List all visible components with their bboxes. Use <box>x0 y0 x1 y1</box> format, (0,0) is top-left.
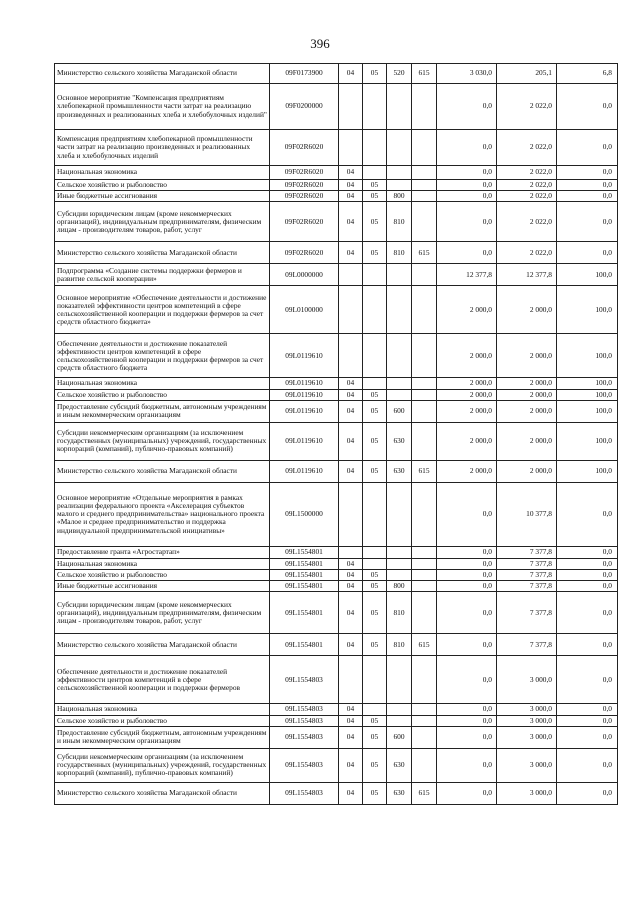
cell-amount-actual: 7 377,8 <box>497 634 557 656</box>
cell-section: 04 <box>339 378 363 389</box>
cell-name: Предоставление гранта «Агростартап» <box>55 546 270 558</box>
cell-percent: 0,0 <box>557 84 618 130</box>
cell-administrator <box>412 191 437 202</box>
cell-section <box>339 264 363 286</box>
cell-amount-actual: 12 377,8 <box>497 264 557 286</box>
cell-amount-actual: 7 377,8 <box>497 558 557 569</box>
cell-section: 04 <box>339 581 363 592</box>
table-row <box>55 264 618 286</box>
cell-section <box>339 656 363 704</box>
cell-percent: 100,0 <box>557 334 618 378</box>
cell-amount-actual: 205,1 <box>497 64 557 84</box>
cell-expense-type: 630 <box>387 460 412 482</box>
table-row <box>55 130 618 166</box>
cell-subsection <box>363 130 387 166</box>
table-row <box>55 191 618 202</box>
cell-name: Национальная экономика <box>55 166 270 180</box>
table-row <box>55 748 618 782</box>
cell-section: 04 <box>339 782 363 804</box>
cell-administrator <box>412 264 437 286</box>
table-row <box>55 570 618 581</box>
cell-subsection: 05 <box>363 748 387 782</box>
cell-code: 09L0000000 <box>270 264 339 286</box>
cell-code: 09L0119610 <box>270 422 339 460</box>
cell-subsection: 05 <box>363 634 387 656</box>
cell-code: 09L1554803 <box>270 715 339 726</box>
cell-code: 09L1554801 <box>270 570 339 581</box>
cell-code: 09F02R6020 <box>270 166 339 180</box>
cell-section <box>339 130 363 166</box>
cell-percent: 0,0 <box>557 715 618 726</box>
cell-name: Компенсация предприятиям хлебопекарной промышленности части затрат на реализацию произведенных и реализованных хлеба и хлебобулочных изделий <box>55 130 270 166</box>
cell-amount-plan: 0,0 <box>437 166 497 180</box>
cell-amount-plan: 0,0 <box>437 191 497 202</box>
cell-amount-actual: 3 000,0 <box>497 782 557 804</box>
cell-percent: 0,0 <box>557 546 618 558</box>
cell-section <box>339 482 363 546</box>
cell-subsection <box>363 84 387 130</box>
cell-expense-type <box>387 166 412 180</box>
cell-code: 09F0200000 <box>270 84 339 130</box>
cell-amount-plan: 0,0 <box>437 581 497 592</box>
table-row <box>55 286 618 334</box>
cell-name: Обеспечение деятельности и достижение показателей эффективности центров компетенций в сфере сельскохозяйственной кооперации и поддержки фермеров за счет средств областного бюджета <box>55 334 270 378</box>
cell-amount-actual: 2 022,0 <box>497 180 557 191</box>
cell-subsection: 05 <box>363 191 387 202</box>
cell-name: Министерство сельского хозяйства Магаданской области <box>55 64 270 84</box>
table-row <box>55 180 618 191</box>
cell-administrator <box>412 558 437 569</box>
cell-section: 04 <box>339 242 363 264</box>
cell-percent: 0,0 <box>557 726 618 748</box>
cell-name: Национальная экономика <box>55 704 270 715</box>
cell-percent: 0,0 <box>557 704 618 715</box>
cell-amount-actual: 2 022,0 <box>497 191 557 202</box>
cell-amount-actual: 2 000,0 <box>497 389 557 400</box>
cell-amount-plan: 2 000,0 <box>437 286 497 334</box>
cell-name: Основное мероприятие «Отдельные мероприятия в рамках реализации федерального проекта «Акселерация субъектов малого и среднего предпринимательства» национального проекта «Малое и среднее предпринимательство и поддержка индивидуальной предпринимательской инициативы» <box>55 482 270 546</box>
cell-section: 04 <box>339 191 363 202</box>
cell-percent: 6,8 <box>557 64 618 84</box>
budget-table <box>54 63 618 805</box>
cell-subsection: 05 <box>363 422 387 460</box>
cell-percent: 0,0 <box>557 242 618 264</box>
cell-amount-actual: 7 377,8 <box>497 570 557 581</box>
cell-administrator <box>412 748 437 782</box>
cell-expense-type <box>387 715 412 726</box>
cell-amount-plan: 2 000,0 <box>437 422 497 460</box>
table-body <box>55 64 618 805</box>
cell-amount-actual: 3 000,0 <box>497 715 557 726</box>
table-row <box>55 202 618 242</box>
cell-code: 09L1554801 <box>270 581 339 592</box>
cell-subsection: 05 <box>363 782 387 804</box>
cell-code: 09L1554801 <box>270 634 339 656</box>
cell-expense-type <box>387 378 412 389</box>
cell-administrator <box>412 400 437 422</box>
cell-section: 04 <box>339 460 363 482</box>
cell-amount-actual: 2 022,0 <box>497 202 557 242</box>
cell-name: Национальная экономика <box>55 558 270 569</box>
cell-expense-type <box>387 334 412 378</box>
cell-administrator <box>412 581 437 592</box>
cell-percent: 0,0 <box>557 592 618 634</box>
cell-percent: 0,0 <box>557 130 618 166</box>
cell-amount-actual: 2 000,0 <box>497 378 557 389</box>
cell-name: Министерство сельского хозяйства Магаданской области <box>55 634 270 656</box>
cell-percent: 0,0 <box>557 782 618 804</box>
cell-expense-type <box>387 286 412 334</box>
table-row <box>55 782 618 804</box>
page-number: 396 <box>310 36 330 51</box>
cell-subsection <box>363 558 387 569</box>
cell-expense-type: 600 <box>387 400 412 422</box>
cell-code: 09L1554803 <box>270 656 339 704</box>
table-row <box>55 581 618 592</box>
cell-expense-type <box>387 570 412 581</box>
cell-percent: 100,0 <box>557 389 618 400</box>
cell-amount-plan: 2 000,0 <box>437 400 497 422</box>
cell-administrator <box>412 656 437 704</box>
cell-amount-plan: 0,0 <box>437 634 497 656</box>
cell-administrator <box>412 570 437 581</box>
cell-code: 09L1554803 <box>270 726 339 748</box>
cell-section: 04 <box>339 570 363 581</box>
table-row <box>55 558 618 569</box>
cell-amount-plan: 2 000,0 <box>437 460 497 482</box>
cell-subsection: 05 <box>363 64 387 84</box>
cell-name: Субсидии некоммерческим организациям (за исключением государственных (муниципальных) учреждений, государственных корпораций (компаний), публично-правовых компаний) <box>55 422 270 460</box>
table-row <box>55 242 618 264</box>
cell-amount-actual: 2 000,0 <box>497 460 557 482</box>
cell-amount-plan: 0,0 <box>437 180 497 191</box>
table-row <box>55 592 618 634</box>
cell-amount-actual: 2 000,0 <box>497 286 557 334</box>
table-row <box>55 715 618 726</box>
cell-name: Иные бюджетные ассигнования <box>55 191 270 202</box>
cell-name: Основное мероприятие «Обеспечение деятельности и достижение показателей эффективности центров компетенций в сфере сельскохозяйственной кооперации и поддержки фермеров за счет средств областного бюджета» <box>55 286 270 334</box>
cell-amount-plan: 0,0 <box>437 570 497 581</box>
cell-section <box>339 546 363 558</box>
cell-section: 04 <box>339 558 363 569</box>
cell-section: 04 <box>339 592 363 634</box>
cell-expense-type <box>387 130 412 166</box>
cell-expense-type <box>387 546 412 558</box>
cell-code: 09L0119610 <box>270 389 339 400</box>
cell-amount-plan: 2 000,0 <box>437 378 497 389</box>
cell-expense-type <box>387 704 412 715</box>
cell-percent: 0,0 <box>557 656 618 704</box>
cell-name: Субсидии некоммерческим организациям (за исключением государственных (муниципальных) учреждений, государственных корпораций (компаний), публично-правовых компаний) <box>55 748 270 782</box>
cell-administrator <box>412 715 437 726</box>
cell-name: Обеспечение деятельности и достижение показателей эффективности центров компетенций в сфере сельскохозяйственной кооперации и поддержки фермеров <box>55 656 270 704</box>
cell-expense-type: 520 <box>387 64 412 84</box>
table-row <box>55 704 618 715</box>
cell-code: 09L1554803 <box>270 782 339 804</box>
cell-amount-actual: 7 377,8 <box>497 546 557 558</box>
cell-amount-plan: 0,0 <box>437 202 497 242</box>
cell-amount-actual: 2 022,0 <box>497 166 557 180</box>
cell-code: 09F02R6020 <box>270 242 339 264</box>
cell-amount-plan: 0,0 <box>437 592 497 634</box>
cell-expense-type: 800 <box>387 191 412 202</box>
cell-section <box>339 84 363 130</box>
cell-percent: 0,0 <box>557 166 618 180</box>
cell-subsection: 05 <box>363 202 387 242</box>
cell-name: Предоставление субсидий бюджетным, автономным учреждениям и иным некоммерческим организациям <box>55 400 270 422</box>
cell-amount-plan: 0,0 <box>437 748 497 782</box>
cell-subsection <box>363 656 387 704</box>
table-row <box>55 422 618 460</box>
table-row <box>55 166 618 180</box>
cell-administrator: 615 <box>412 634 437 656</box>
cell-name: Основное мероприятие "Компенсация предприятиям хлебопекарной промышленности части затрат на реализацию произведенных и реализованных хлеба и хлебобулочных изделий" <box>55 84 270 130</box>
cell-administrator <box>412 202 437 242</box>
cell-administrator <box>412 286 437 334</box>
cell-expense-type: 810 <box>387 634 412 656</box>
cell-subsection <box>363 546 387 558</box>
cell-amount-plan: 0,0 <box>437 726 497 748</box>
table-row <box>55 726 618 748</box>
cell-name: Иные бюджетные ассигнования <box>55 581 270 592</box>
cell-section: 04 <box>339 715 363 726</box>
cell-amount-plan: 0,0 <box>437 130 497 166</box>
cell-expense-type <box>387 389 412 400</box>
table-row <box>55 634 618 656</box>
table-row <box>55 389 618 400</box>
cell-amount-actual: 2 022,0 <box>497 242 557 264</box>
cell-amount-plan: 2 000,0 <box>437 389 497 400</box>
cell-amount-actual: 3 000,0 <box>497 748 557 782</box>
cell-administrator <box>412 84 437 130</box>
cell-code: 09F02R6020 <box>270 202 339 242</box>
cell-expense-type: 810 <box>387 592 412 634</box>
table-row <box>55 64 618 84</box>
cell-amount-plan: 0,0 <box>437 84 497 130</box>
cell-code: 09L0119610 <box>270 378 339 389</box>
table-row <box>55 378 618 389</box>
cell-percent: 100,0 <box>557 286 618 334</box>
cell-name: Предоставление субсидий бюджетным, автономным учреждениям и иным некоммерческим организациям <box>55 726 270 748</box>
cell-amount-plan: 0,0 <box>437 715 497 726</box>
cell-section: 04 <box>339 726 363 748</box>
cell-subsection <box>363 286 387 334</box>
cell-subsection <box>363 482 387 546</box>
cell-name: Национальная экономика <box>55 378 270 389</box>
cell-amount-actual: 3 000,0 <box>497 726 557 748</box>
cell-subsection: 05 <box>363 400 387 422</box>
cell-code: 09L0100000 <box>270 286 339 334</box>
cell-amount-actual: 3 000,0 <box>497 656 557 704</box>
cell-section: 04 <box>339 166 363 180</box>
cell-subsection: 05 <box>363 581 387 592</box>
cell-subsection <box>363 378 387 389</box>
cell-amount-actual: 7 377,8 <box>497 592 557 634</box>
cell-section: 04 <box>339 634 363 656</box>
cell-code: 09L1554803 <box>270 704 339 715</box>
cell-percent: 100,0 <box>557 422 618 460</box>
cell-percent: 0,0 <box>557 581 618 592</box>
cell-code: 09F02R6020 <box>270 191 339 202</box>
cell-section: 04 <box>339 180 363 191</box>
cell-expense-type <box>387 656 412 704</box>
cell-percent: 100,0 <box>557 400 618 422</box>
cell-name: Министерство сельского хозяйства Магаданской области <box>55 460 270 482</box>
table-row <box>55 460 618 482</box>
cell-percent: 0,0 <box>557 748 618 782</box>
cell-code: 09L0119610 <box>270 400 339 422</box>
cell-administrator <box>412 546 437 558</box>
cell-name: Сельское хозяйство и рыболовство <box>55 180 270 191</box>
cell-name: Подпрограмма «Создание системы поддержки фермеров и развитие сельской кооперации» <box>55 264 270 286</box>
cell-name: Сельское хозяйство и рыболовство <box>55 715 270 726</box>
cell-subsection <box>363 334 387 378</box>
cell-percent: 100,0 <box>557 378 618 389</box>
cell-percent: 0,0 <box>557 191 618 202</box>
cell-subsection <box>363 704 387 715</box>
cell-percent: 0,0 <box>557 558 618 569</box>
cell-administrator <box>412 592 437 634</box>
cell-amount-plan: 0,0 <box>437 656 497 704</box>
cell-code: 09F0173900 <box>270 64 339 84</box>
cell-amount-plan: 0,0 <box>437 242 497 264</box>
cell-amount-plan: 2 000,0 <box>437 334 497 378</box>
cell-amount-actual: 2 000,0 <box>497 400 557 422</box>
cell-subsection: 05 <box>363 726 387 748</box>
cell-amount-plan: 0,0 <box>437 546 497 558</box>
cell-amount-plan: 0,0 <box>437 704 497 715</box>
cell-section <box>339 334 363 378</box>
cell-code: 09L1554801 <box>270 546 339 558</box>
cell-amount-actual: 3 000,0 <box>497 704 557 715</box>
cell-code: 09L1554801 <box>270 558 339 569</box>
cell-amount-plan: 0,0 <box>437 558 497 569</box>
cell-administrator <box>412 334 437 378</box>
cell-amount-plan: 0,0 <box>437 482 497 546</box>
cell-code: 09F02R6020 <box>270 180 339 191</box>
cell-subsection <box>363 264 387 286</box>
cell-amount-actual: 10 377,8 <box>497 482 557 546</box>
cell-amount-actual: 2 000,0 <box>497 422 557 460</box>
table-row <box>55 482 618 546</box>
cell-administrator: 615 <box>412 460 437 482</box>
cell-subsection: 05 <box>363 715 387 726</box>
cell-administrator <box>412 482 437 546</box>
cell-subsection: 05 <box>363 592 387 634</box>
cell-name: Министерство сельского хозяйства Магаданской области <box>55 242 270 264</box>
cell-amount-plan: 0,0 <box>437 782 497 804</box>
cell-name: Сельское хозяйство и рыболовство <box>55 570 270 581</box>
cell-section: 04 <box>339 64 363 84</box>
cell-percent: 0,0 <box>557 634 618 656</box>
table-row <box>55 546 618 558</box>
cell-expense-type: 810 <box>387 242 412 264</box>
cell-subsection <box>363 166 387 180</box>
cell-expense-type: 600 <box>387 726 412 748</box>
cell-expense-type: 800 <box>387 581 412 592</box>
cell-section: 04 <box>339 400 363 422</box>
table-row <box>55 400 618 422</box>
cell-expense-type <box>387 180 412 191</box>
cell-expense-type: 630 <box>387 748 412 782</box>
cell-expense-type: 810 <box>387 202 412 242</box>
cell-administrator: 615 <box>412 242 437 264</box>
cell-percent: 100,0 <box>557 460 618 482</box>
cell-expense-type: 630 <box>387 782 412 804</box>
cell-code: 09L1554801 <box>270 592 339 634</box>
cell-percent: 0,0 <box>557 482 618 546</box>
cell-administrator <box>412 130 437 166</box>
cell-name: Сельское хозяйство и рыболовство <box>55 389 270 400</box>
cell-section: 04 <box>339 202 363 242</box>
table-row <box>55 656 618 704</box>
cell-administrator: 615 <box>412 782 437 804</box>
cell-expense-type <box>387 482 412 546</box>
cell-percent: 0,0 <box>557 202 618 242</box>
cell-section: 04 <box>339 422 363 460</box>
cell-amount-actual: 2 000,0 <box>497 334 557 378</box>
cell-section: 04 <box>339 389 363 400</box>
cell-administrator: 615 <box>412 64 437 84</box>
cell-subsection: 05 <box>363 389 387 400</box>
cell-percent: 0,0 <box>557 180 618 191</box>
cell-percent: 100,0 <box>557 264 618 286</box>
cell-subsection: 05 <box>363 460 387 482</box>
cell-expense-type: 630 <box>387 422 412 460</box>
cell-amount-actual: 2 022,0 <box>497 84 557 130</box>
cell-percent: 0,0 <box>557 570 618 581</box>
cell-expense-type <box>387 558 412 569</box>
cell-section: 04 <box>339 748 363 782</box>
cell-administrator <box>412 422 437 460</box>
cell-name: Субсидии юридическим лицам (кроме некоммерческих организаций), индивидуальным предпринимателям, физическим лицам - производителям товаров, работ, услуг <box>55 202 270 242</box>
cell-amount-plan: 3 030,0 <box>437 64 497 84</box>
table-row <box>55 334 618 378</box>
cell-administrator <box>412 180 437 191</box>
cell-expense-type <box>387 264 412 286</box>
cell-administrator <box>412 726 437 748</box>
cell-section: 04 <box>339 704 363 715</box>
cell-code: 09L0119610 <box>270 460 339 482</box>
cell-amount-actual: 2 022,0 <box>497 130 557 166</box>
cell-subsection: 05 <box>363 570 387 581</box>
cell-code: 09L1554803 <box>270 748 339 782</box>
cell-expense-type <box>387 84 412 130</box>
cell-section <box>339 286 363 334</box>
cell-administrator <box>412 704 437 715</box>
cell-subsection: 05 <box>363 242 387 264</box>
cell-name: Министерство сельского хозяйства Магаданской области <box>55 782 270 804</box>
cell-administrator <box>412 166 437 180</box>
table-row <box>55 84 618 130</box>
cell-code: 09L0119610 <box>270 334 339 378</box>
cell-administrator <box>412 389 437 400</box>
cell-name: Субсидии юридическим лицам (кроме некоммерческих организаций), индивидуальным предпринимателям, физическим лицам - производителям товаров, работ, услуг <box>55 592 270 634</box>
cell-amount-plan: 12 377,8 <box>437 264 497 286</box>
cell-code: 09F02R6020 <box>270 130 339 166</box>
cell-code: 09L1500000 <box>270 482 339 546</box>
cell-subsection: 05 <box>363 180 387 191</box>
cell-amount-actual: 7 377,8 <box>497 581 557 592</box>
cell-administrator <box>412 378 437 389</box>
